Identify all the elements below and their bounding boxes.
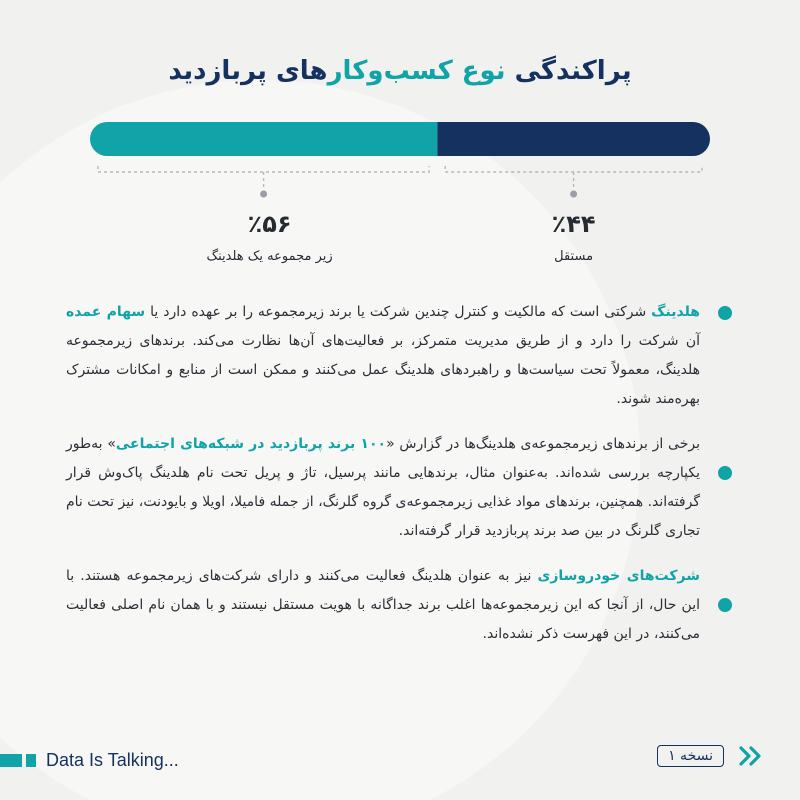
double-chevron-right-icon[interactable] [738,745,764,767]
brand-bar-icon [0,754,22,767]
bullet-text [66,568,700,642]
value-label: ٪۵۶ [247,210,292,238]
brand-bar-icon [26,754,36,767]
highlight-text: ۱۰۰ برند پربازدید در شبکه‌های اجتماعی [115,436,387,452]
highlight-text: شرکت‌های خودروسازی [537,568,700,584]
highlight-text: سهام عمده [66,304,146,320]
value-label: ٪۴۴ [551,210,596,238]
paragraph-text: » به‌طور یکپارچه بررسی شده‌اند. به‌عنوان مثال، برندهایی مانند پرسیل، تاژ و پریل تحت نام هلدینگ پاک‌وش قرار گرفته‌اند. همچنین، برندهای مواد غذایی زیرمجموعه‌ی گروه گلرنگ، از جمله فامیلا، اویلا و بایودنت، نیز تحت نام تجاری گلرنگ در بین صد برند پربازدید قرار گرفته‌اند. [66,436,700,539]
footer-nav [657,745,764,767]
page-title [0,56,800,86]
bar-segment [90,122,437,156]
highlight-text: هلدینگ [651,304,700,320]
bullet-list [66,298,732,665]
bullet-text [66,304,700,407]
brand-name: Data Is Talking... [46,749,179,770]
bracket-dot [570,191,577,198]
bar-segment [437,122,710,156]
edition-badge: نسخه ۱ [657,745,724,767]
bullet-item-automakers [66,562,732,649]
bullet-dot [718,306,732,320]
paragraph-text: آن شرکت را دارد و از طریق مدیریت متمرکز، بر فعالیت‌های آن‌ها نظارت می‌کند. برندهای زیرمجموعه هلدینگ، معمولاً تحت سیاست‌ها و راهبردهای هلدینگ عمل می‌کنند و ممکن است از منابع و امکانات مشترک بهره‌مند شوند. [66,333,700,407]
footer-brand [0,748,179,772]
paragraph-text: برخی از برندهای زیرمجموعه‌ی هلدینگ‌ها در گزارش « [386,436,701,452]
paragraph-text: نیز به عنوان هلدینگ فعالیت می‌کنند و دارای شرکت‌های زیرمجموعه هستند. با این حال، از آنجا که این زیرمجموعه‌ها اغلب برند جداگانه با هویت مستقل نیستند و با همان نام اصلی فعالیت می‌کنند، در این فهرست ذکر نشده‌اند. [66,568,700,642]
segment-bracket [445,166,702,190]
paragraph-text: شرکتی است که مالکیت و کنترل چندین شرکت یا برند زیرمجموعه را بر عهده دارد یا [145,304,652,320]
bullet-text [66,436,700,539]
bracket-dot [260,191,267,198]
title-accent: نوع کسب‌وکار [327,56,506,86]
bullet-item-holding [66,298,732,414]
category-label: مستقل [554,249,594,264]
bullet-item-report [66,430,732,546]
stacked-bar-chart [0,110,800,280]
bullet-dot [718,466,732,480]
bullet-dot [718,598,732,612]
segment-bracket [98,166,429,190]
title-part-1: پراکندگی [505,56,632,86]
title-part-2: های پربازدید [168,56,328,86]
category-label: زیر مجموعه یک هلدینگ [206,249,333,264]
